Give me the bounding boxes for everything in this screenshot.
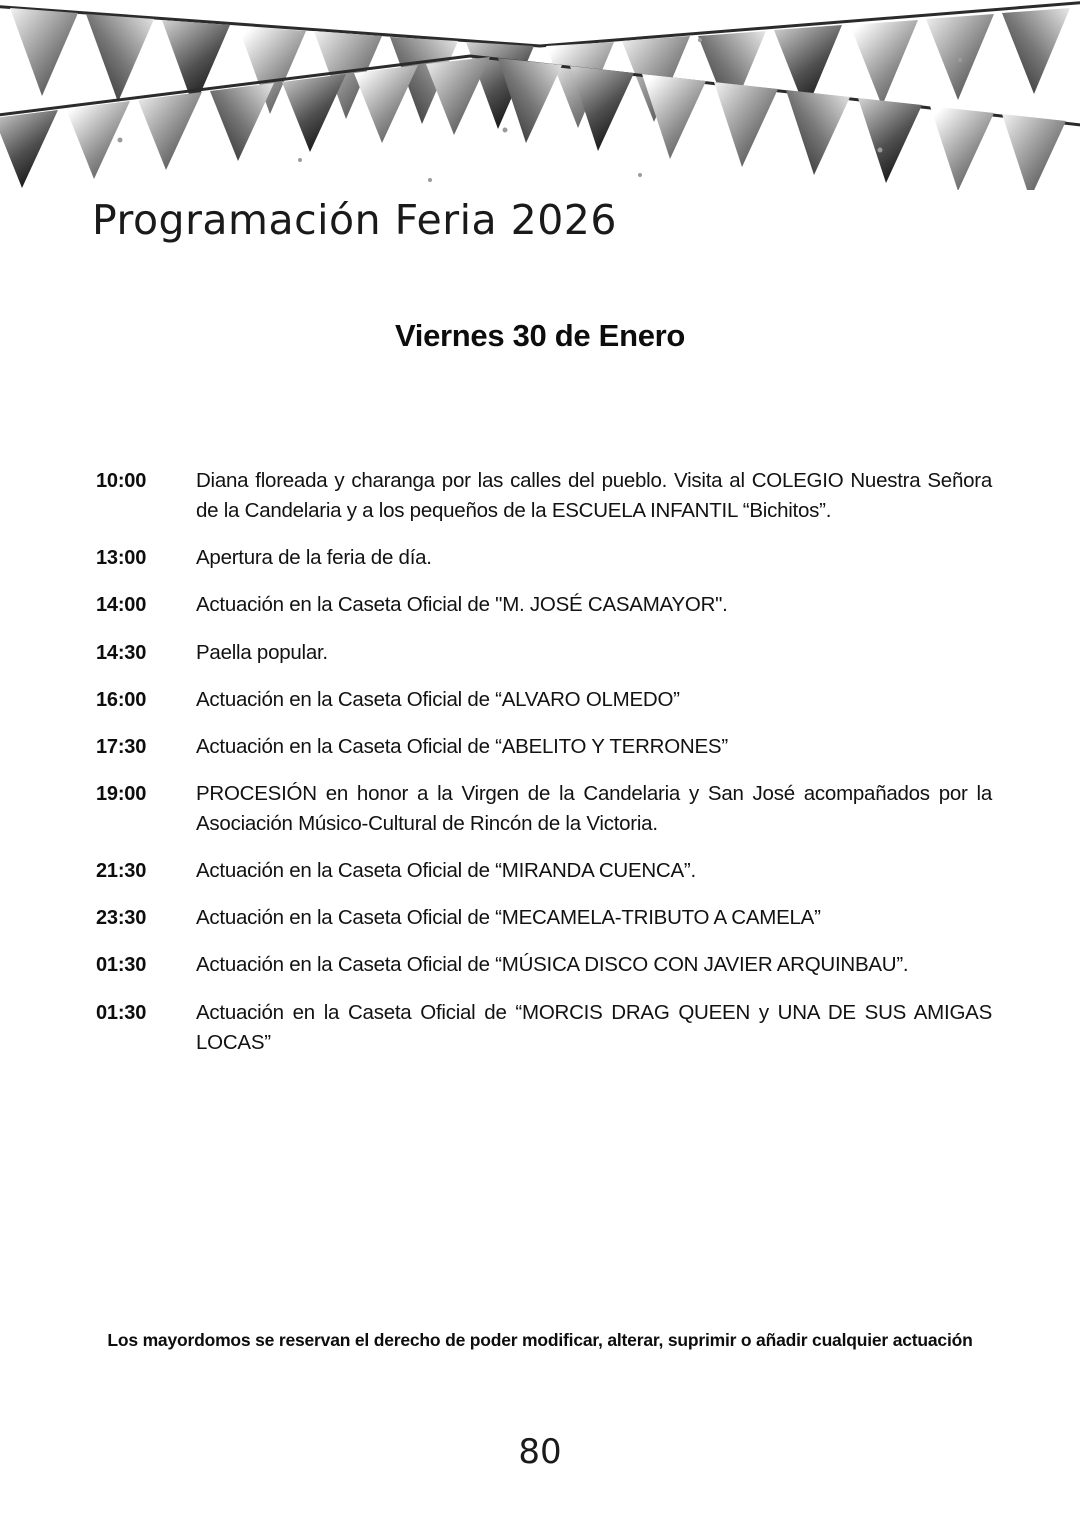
page-number: 80 (518, 1432, 562, 1472)
schedule-row (96, 466, 996, 526)
schedule-row (96, 950, 996, 980)
schedule-row (96, 638, 996, 668)
schedule-description: PROCESIÓN en honor a la Virgen de la Candelaria y San José acompañados por la Asociación Músico-Cultural de Rincón de la Victoria. (196, 781, 992, 835)
schedule-time: 13:00 (96, 547, 147, 570)
schedule-row (96, 903, 996, 933)
schedule-time: 01:30 (96, 954, 147, 977)
schedule-time: 21:30 (96, 860, 147, 883)
schedule-description: Actuación en la Caseta Oficial de “ABELITO Y TERRONES” (196, 734, 728, 758)
schedule-description: Actuación en la Caseta Oficial de “MORCIS DRAG QUEEN y UNA DE SUS AMIGAS LOCAS” (196, 1000, 992, 1054)
schedule-description: Paella popular. (196, 640, 328, 664)
schedule-description: Apertura de la feria de día. (196, 546, 432, 570)
schedule-description: Diana floreada y charanga por las calles del pueblo. Visita al COLEGIO Nuestra Señora de la Candelaria y a los pequeños de la ESCUELA INFANTIL “Bichitos”. (196, 469, 992, 523)
schedule-time: 14:30 (96, 641, 147, 664)
schedule-row (96, 779, 996, 839)
schedule-time: 17:30 (96, 735, 147, 758)
schedule-row (96, 685, 996, 715)
bunting-pennants (0, 0, 1080, 190)
page-title: Programación Feria 2026 (92, 196, 617, 244)
schedule-row (96, 590, 996, 620)
schedule-row (96, 543, 996, 573)
schedule-time: 01:30 (96, 1001, 147, 1024)
schedule-description: Actuación en la Caseta Oficial de “MECAMELA-TRIBUTO A CAMELA” (196, 906, 821, 930)
schedule-time: 23:30 (96, 907, 147, 930)
schedule-row (96, 856, 996, 886)
day-heading: Viernes 30 de Enero (394, 318, 686, 353)
schedule-time: 10:00 (96, 470, 147, 492)
disclaimer-note: Los mayordomos se reservan el derecho de poder modificar, alterar, suprimir o añadir cualquier actuación (107, 1330, 973, 1350)
schedule-description: Actuación en la Caseta Oficial de "M. JOSÉ CASAMAYOR". (196, 593, 728, 617)
schedule-description: Actuación en la Caseta Oficial de “MIRANDA CUENCA”. (196, 859, 696, 883)
schedule-row (96, 998, 996, 1058)
schedule-time: 14:00 (96, 594, 147, 617)
schedule-description: Actuación en la Caseta Oficial de “MÚSICA DISCO CON JAVIER ARQUINBAU”. (196, 953, 909, 977)
schedule-row (96, 732, 996, 762)
schedule-list (96, 466, 996, 1075)
schedule-time: 16:00 (96, 688, 147, 711)
schedule-description: Actuación en la Caseta Oficial de “ALVARO OLMEDO” (196, 687, 680, 711)
schedule-time: 19:00 (96, 782, 147, 805)
